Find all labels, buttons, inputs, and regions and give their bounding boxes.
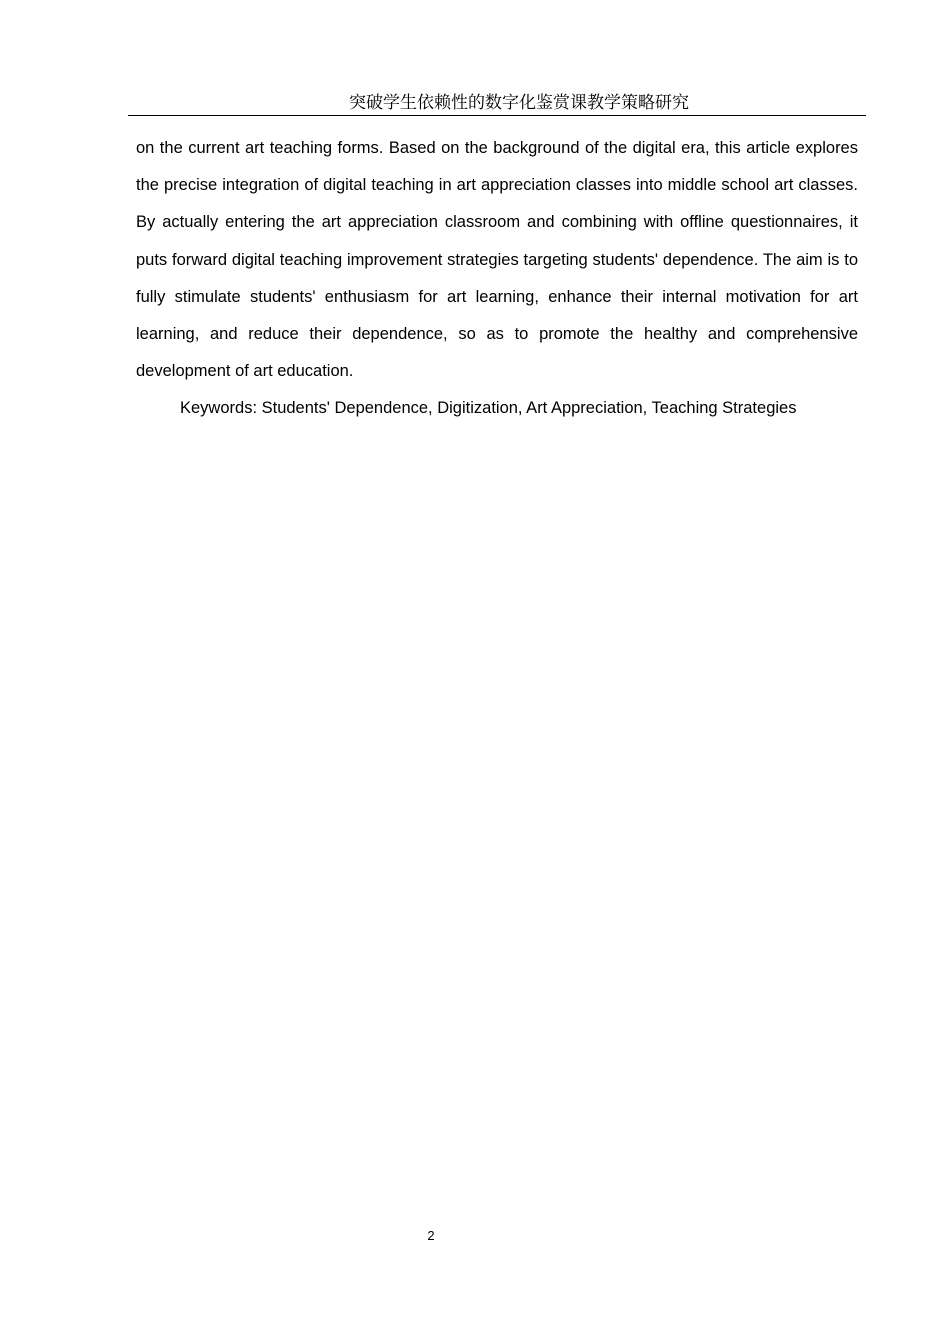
running-title: 突破学生依赖性的数字化鉴赏课教学策略研究 xyxy=(349,93,689,113)
page-number: 2 xyxy=(427,1228,435,1243)
page-header xyxy=(128,91,866,116)
keywords-line: Keywords: Students' Dependence, Digitization, Art Appreciation, Teaching Strategies xyxy=(180,399,797,417)
abstract-paragraph: on the current art teaching forms. Based on the background of the digital era, this article explores the precise integration of digital teaching in art appreciation classes into middle school art classes. By actually entering the art appreciation classroom and combining with offline questionnaires, it puts forward digital teaching improvement strategies targeting students' dependence. The aim is to fully stimulate students' enthusiasm for art learning, enhance their internal motivation for art learning, and reduce their dependence, so as to promote the healthy and comprehensive development of art education. xyxy=(136,139,858,381)
